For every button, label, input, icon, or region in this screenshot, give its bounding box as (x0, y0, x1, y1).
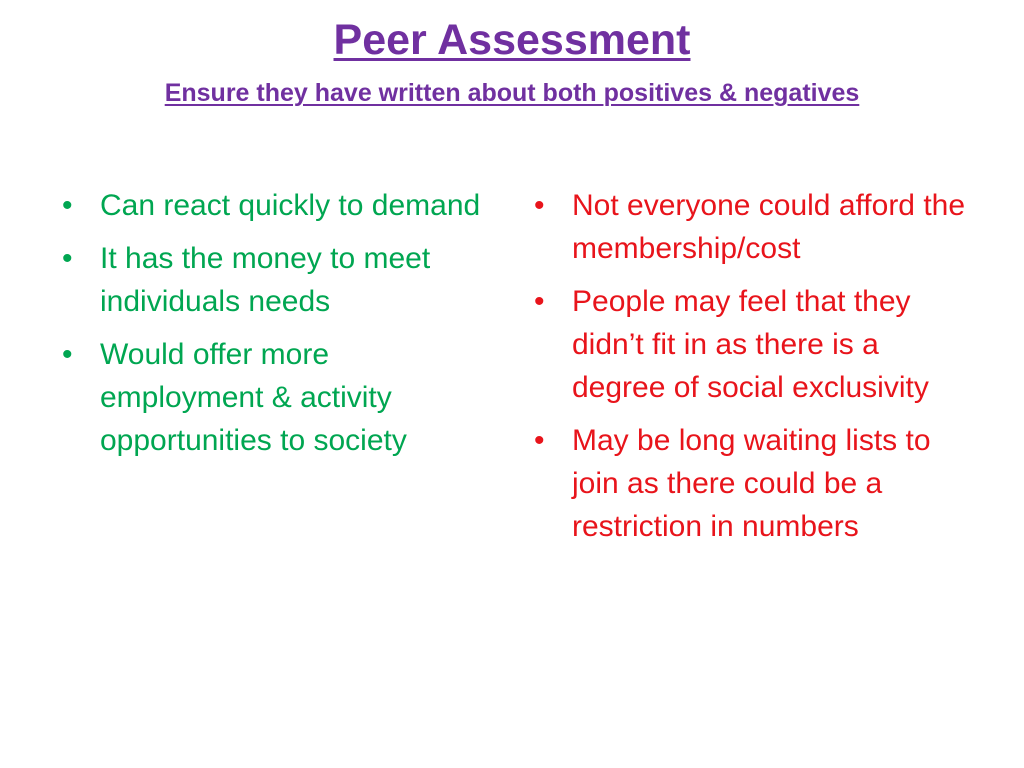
negatives-list (528, 184, 968, 548)
positives-list (56, 184, 496, 462)
negative-item-text: People may feel that they didn’t fit in as there is a degree of social exclusivity (572, 285, 929, 404)
title-block (0, 14, 1024, 110)
negative-item (528, 419, 968, 548)
positive-item (56, 333, 496, 462)
negative-item (528, 184, 968, 270)
positive-item-text: It has the money to meet individuals needs (100, 242, 431, 318)
bullet-icon: • (534, 285, 545, 318)
slide-title: Peer Assessment (333, 16, 691, 64)
bullet-icon: • (62, 242, 73, 275)
bullet-icon: • (62, 338, 73, 371)
negative-item (528, 280, 968, 409)
positives-column (56, 184, 496, 472)
positive-item (56, 184, 496, 227)
positive-item (56, 237, 496, 323)
slide-subtitle: Ensure they have written about both positives & negatives (164, 79, 860, 107)
negatives-column (528, 184, 968, 558)
bullet-icon: • (62, 189, 73, 222)
positive-item-text: Can react quickly to demand (100, 189, 481, 222)
bullet-icon: • (534, 189, 545, 222)
bullet-icon: • (534, 424, 545, 457)
negative-item-text: May be long waiting lists to join as there could be a restriction in numbers (572, 424, 931, 543)
negative-item-text: Not everyone could afford the membership/cost (572, 189, 966, 265)
positive-item-text: Would offer more employment & activity opportunities to society (100, 338, 407, 457)
